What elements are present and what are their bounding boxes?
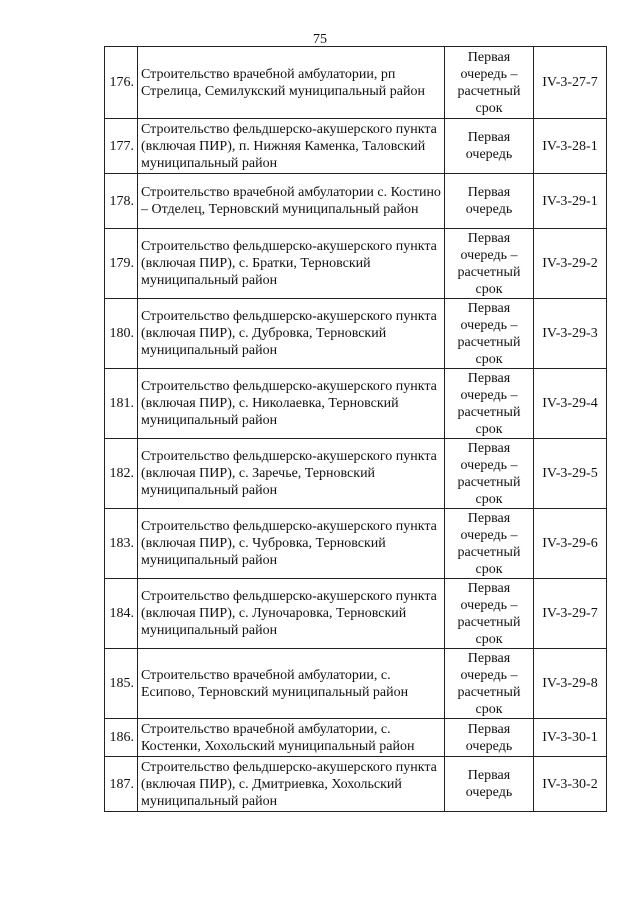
object-name: Строительство врачебной амбулатории, рп Стрелица, Семилукский муниципальный район xyxy=(138,47,445,119)
implementation-stage: Первая очередь xyxy=(445,119,534,174)
table-row xyxy=(105,47,607,119)
implementation-stage: Первая очередь – расчетный срок xyxy=(445,47,534,119)
object-name: Строительство врачебной амбулатории, с. Костенки, Хохольский муниципальный район xyxy=(138,719,445,757)
table-row xyxy=(105,119,607,174)
table-row xyxy=(105,509,607,579)
object-code: IV-3-29-6 xyxy=(534,509,607,579)
implementation-stage: Первая очередь – расчетный срок xyxy=(445,369,534,439)
row-number: 177. xyxy=(105,119,138,174)
object-name: Строительство фельдшерско-акушерского пункта (включая ПИР), с. Братки, Терновский муниципальный район xyxy=(138,229,445,299)
object-code: IV-3-29-8 xyxy=(534,649,607,719)
row-number: 187. xyxy=(105,757,138,812)
implementation-stage: Первая очередь – расчетный срок xyxy=(445,579,534,649)
object-name: Строительство врачебной амбулатории, с. Есипово, Терновский муниципальный район xyxy=(138,649,445,719)
table-row xyxy=(105,719,607,757)
row-number: 181. xyxy=(105,369,138,439)
table-row xyxy=(105,439,607,509)
implementation-stage: Первая очередь – расчетный срок xyxy=(445,509,534,579)
implementation-stage: Первая очередь xyxy=(445,757,534,812)
page-number: 75 xyxy=(313,32,327,47)
object-name: Строительство фельдшерско-акушерского пункта (включая ПИР), с. Николаевка, Терновский муниципальный район xyxy=(138,369,445,439)
object-name: Строительство фельдшерско-акушерского пункта (включая ПИР), с. Луночаровка, Терновский муниципальный район xyxy=(138,579,445,649)
table-row xyxy=(105,649,607,719)
object-name: Строительство фельдшерско-акушерского пункта (включая ПИР), п. Нижняя Каменка, Таловский муниципальный район xyxy=(138,119,445,174)
implementation-stage: Первая очередь – расчетный срок xyxy=(445,299,534,369)
object-code: IV-3-28-1 xyxy=(534,119,607,174)
table-row xyxy=(105,579,607,649)
row-number: 180. xyxy=(105,299,138,369)
table-row xyxy=(105,299,607,369)
row-number: 179. xyxy=(105,229,138,299)
object-code: IV-3-29-4 xyxy=(534,369,607,439)
object-code: IV-3-29-3 xyxy=(534,299,607,369)
implementation-stage: Первая очередь xyxy=(445,174,534,229)
row-number: 176. xyxy=(105,47,138,119)
object-code: IV-3-30-2 xyxy=(534,757,607,812)
object-code: IV-3-29-5 xyxy=(534,439,607,509)
row-number: 184. xyxy=(105,579,138,649)
implementation-stage: Первая очередь – расчетный срок xyxy=(445,439,534,509)
implementation-stage: Первая очередь – расчетный срок xyxy=(445,649,534,719)
row-number: 182. xyxy=(105,439,138,509)
row-number: 185. xyxy=(105,649,138,719)
object-code: IV-3-29-7 xyxy=(534,579,607,649)
object-name: Строительство врачебной амбулатории с. Костино – Отделец, Терновский муниципальный район xyxy=(138,174,445,229)
implementation-stage: Первая очередь xyxy=(445,719,534,757)
row-number: 186. xyxy=(105,719,138,757)
object-code: IV-3-29-1 xyxy=(534,174,607,229)
object-code: IV-3-30-1 xyxy=(534,719,607,757)
table-row xyxy=(105,369,607,439)
implementation-stage: Первая очередь – расчетный срок xyxy=(445,229,534,299)
row-number: 183. xyxy=(105,509,138,579)
object-name: Строительство фельдшерско-акушерского пункта (включая ПИР), с. Чубровка, Терновский муниципальный район xyxy=(138,509,445,579)
table-row xyxy=(105,757,607,812)
table-row xyxy=(105,229,607,299)
table-row xyxy=(105,174,607,229)
object-code: IV-3-27-7 xyxy=(534,47,607,119)
object-name: Строительство фельдшерско-акушерского пункта (включая ПИР), с. Дубровка, Терновский муниципальный район xyxy=(138,299,445,369)
object-code: IV-3-29-2 xyxy=(534,229,607,299)
row-number: 178. xyxy=(105,174,138,229)
objects-table xyxy=(104,46,607,812)
object-name: Строительство фельдшерско-акушерского пункта (включая ПИР), с. Дмитриевка, Хохольский муниципальный район xyxy=(138,757,445,812)
object-name: Строительство фельдшерско-акушерского пункта (включая ПИР), с. Заречье, Терновский муниципальный район xyxy=(138,439,445,509)
